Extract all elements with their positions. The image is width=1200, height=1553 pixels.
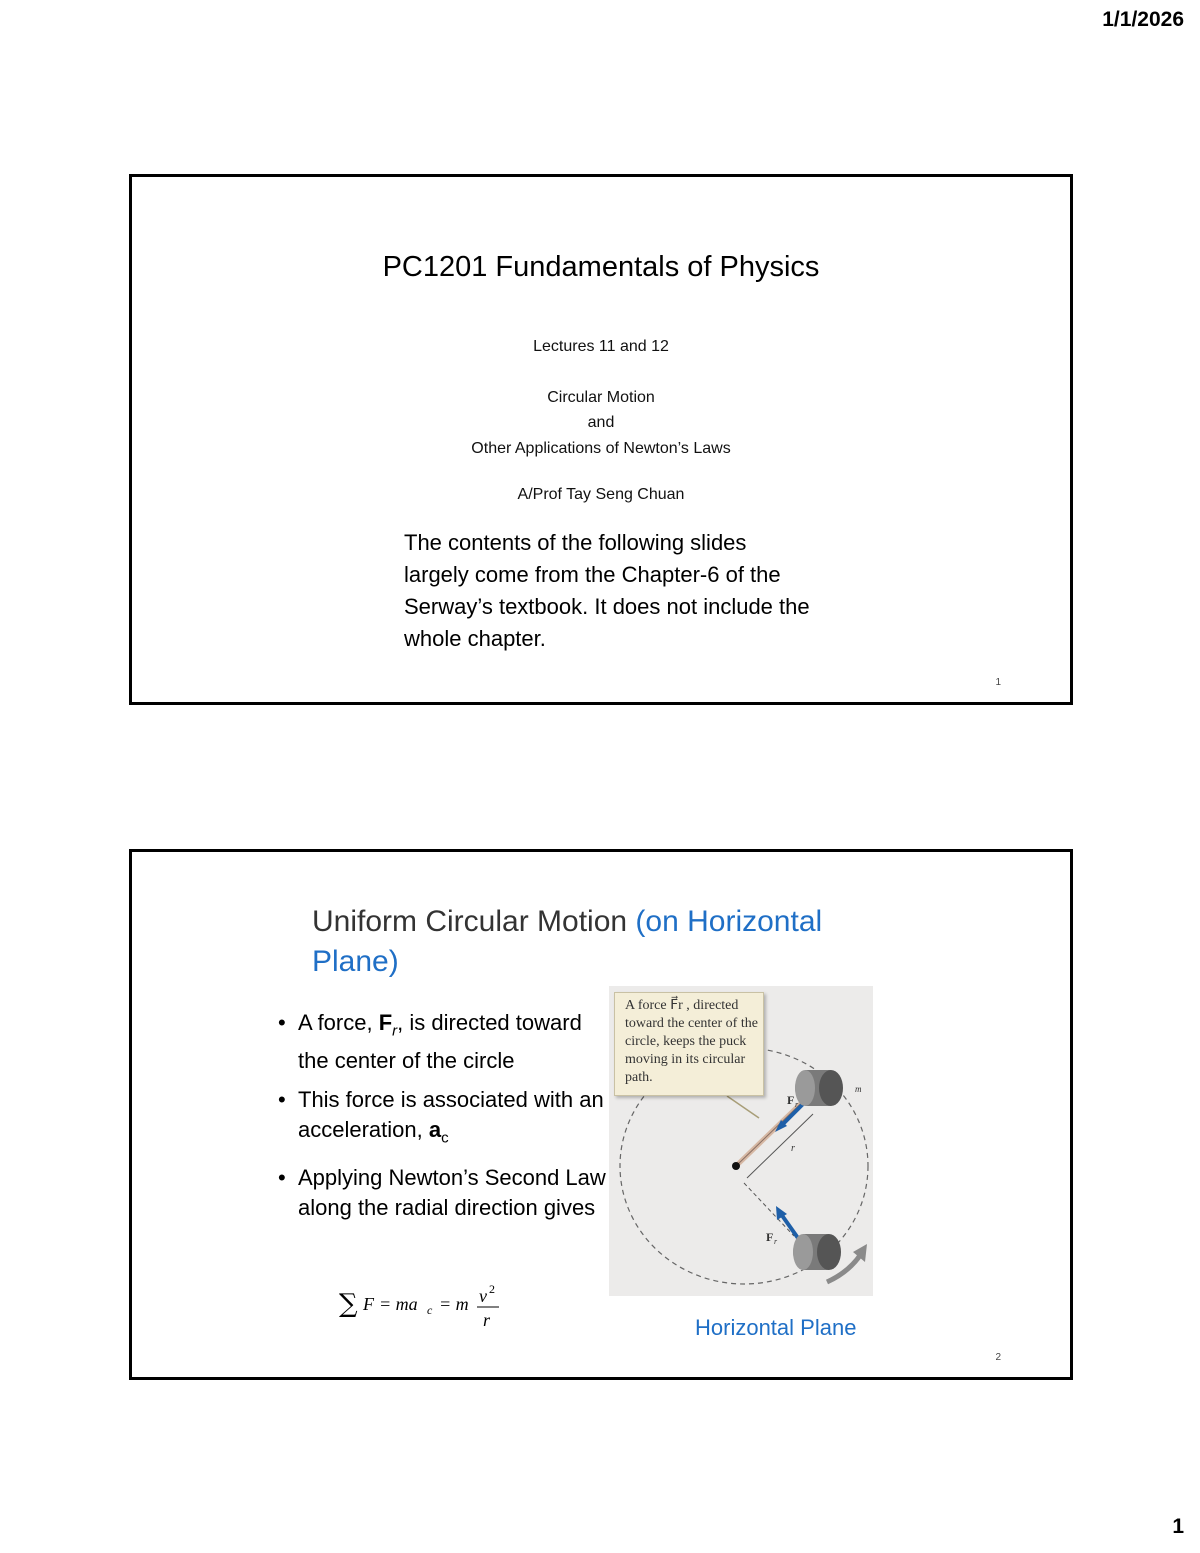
figure-caption: Horizontal Plane [695, 1315, 857, 1340]
topic-line-1: Circular Motion [547, 389, 655, 406]
formula-v: v [479, 1286, 487, 1306]
formula-r: r [483, 1310, 491, 1330]
author: A/Prof Tay Seng Chuan [517, 486, 685, 503]
force-label-top: F [787, 1093, 795, 1107]
bullet-text: Applying Newton’s Second Law along the radial direction gives [298, 1164, 606, 1220]
slide-1 [129, 174, 1073, 705]
radius-dashed [744, 1183, 794, 1236]
formula-exp: 2 [489, 1282, 495, 1296]
bullet-item [278, 1085, 613, 1153]
center-point [732, 1162, 740, 1170]
formula-ma: = ma [379, 1294, 418, 1314]
mass-label: m [855, 1084, 862, 1094]
force-label-bottom: F [766, 1230, 774, 1244]
slide-2 [129, 849, 1073, 1380]
circular-motion-figure [609, 986, 873, 1296]
formula-lhs: F [363, 1294, 374, 1314]
bullet-item [278, 1163, 613, 1223]
bullet-glyph: • [278, 1087, 286, 1113]
slide-note: The contents of the following slides largely come from the Chapter-6 of the Serway’s textbook. It does not include the whole chapter. [404, 530, 810, 651]
lectures-text: Lectures 11 and 12 [533, 338, 669, 355]
acceleration-subscript: c [441, 1129, 449, 1147]
page-number: 1 [1172, 1515, 1184, 1538]
slide-title [312, 902, 892, 982]
bullet-item [278, 1008, 613, 1076]
slide-number: 2 [995, 1352, 1001, 1363]
bullet-glyph: • [278, 1164, 286, 1190]
sum-symbol: ∑ [339, 1289, 358, 1319]
bullet-text: , is directed toward the center of the circle [298, 1010, 582, 1074]
topic-line-3: Other Applications of Newton’s Laws [471, 440, 731, 457]
radius-label: r [791, 1143, 795, 1154]
bullet-text: A force, [298, 1010, 379, 1035]
force-symbol: F [378, 1010, 393, 1035]
force-label-top-sub: r [795, 1100, 799, 1109]
puck-bottom [793, 1234, 841, 1270]
title-main: Uniform Circular Motion [312, 905, 628, 938]
callout-pointer [727, 1096, 759, 1118]
bullet-list [278, 1008, 613, 1232]
topic-line-2: and [587, 414, 615, 431]
puck-top [795, 1070, 843, 1106]
figure-callout: A force F⃗r , directed toward the center of the circle, keeps the puck moving in its circular path. [614, 992, 764, 1096]
force-label-bottom-sub: r [774, 1237, 778, 1246]
page-date: 1/1/2026 [1102, 8, 1184, 31]
slide-title: PC1201 Fundamentals of Physics [382, 251, 820, 283]
force-subscript: r [392, 1022, 398, 1040]
title-highlight: (on Horizontal Plane) [312, 905, 823, 978]
formula-sub: c [427, 1303, 433, 1317]
bullet-glyph: • [278, 1010, 286, 1035]
acceleration-symbol: a [428, 1117, 442, 1143]
newton-formula [339, 1272, 539, 1332]
bullet-text: This force is associated with an acceleration, [298, 1087, 604, 1143]
slide-number: 1 [995, 677, 1001, 688]
formula-m: = m [439, 1294, 469, 1314]
